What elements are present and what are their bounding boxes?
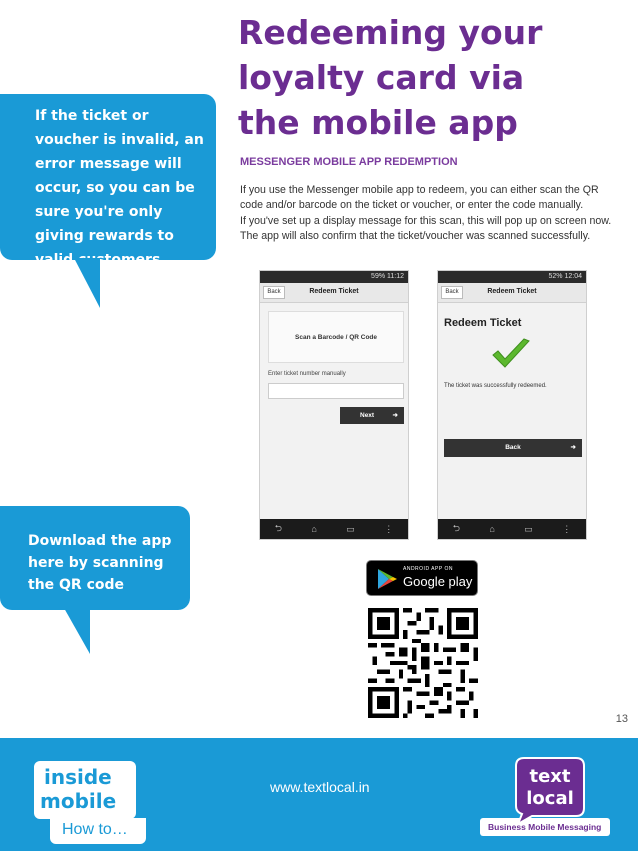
next-label: Next (360, 412, 375, 419)
google-play-text: Google play (403, 574, 473, 589)
phone-screenshot-scan (259, 270, 409, 540)
app-bar (260, 283, 408, 303)
play-store-icon (375, 567, 399, 591)
status-bar: 59% 11:12 (260, 271, 408, 283)
textlocal-tagline: Business Mobile Messaging (488, 822, 602, 832)
website-link[interactable]: www.textlocal.in (270, 779, 370, 795)
arrow-right-icon: ➜ (570, 444, 576, 451)
callout-tail (74, 258, 100, 308)
logo-mobile-text: mobile (40, 789, 117, 813)
textlocal-logo (510, 756, 590, 826)
how-to-label: How to… (50, 818, 146, 844)
scan-barcode-button[interactable]: Scan a Barcode / QR Code (268, 311, 404, 363)
back-large-button[interactable] (444, 439, 582, 457)
google-play-badge[interactable] (366, 560, 478, 596)
back-nav-icon[interactable]: ⮌ (452, 523, 460, 533)
menu-nav-icon[interactable]: ⋮ (384, 523, 394, 534)
page-title (238, 10, 598, 145)
status-bar: 52% 12:04 (438, 271, 586, 283)
android-nav-bar (260, 519, 408, 539)
screen-title: Redeem Ticket (309, 288, 359, 295)
redeem-heading: Redeem Ticket (444, 317, 522, 329)
download-app-callout: Download the app here by scanning the QR code (0, 506, 190, 610)
back-button[interactable]: Back (263, 286, 285, 299)
page-number: 13 (615, 713, 628, 725)
menu-nav-icon[interactable]: ⋮ (562, 523, 572, 534)
home-nav-icon[interactable]: ⌂ (311, 524, 317, 534)
paragraph-display-message: If you've set up a display message for this scan, this will pop up on screen now. The app will also confirm that the ticket/voucher was scanned successfully. (240, 215, 612, 242)
screen-title: Redeem Ticket (487, 288, 537, 295)
inside-mobile-logo (34, 761, 136, 819)
recents-nav-icon[interactable]: ▭ (524, 523, 533, 534)
title-line-3: the mobile app (238, 103, 518, 142)
manual-entry-label: Enter ticket number manually (268, 371, 346, 377)
title-line-1: Redeeming your (238, 13, 543, 52)
invalid-ticket-callout: If the ticket or voucher is invalid, an error message will occur, so you can be sure you're only giving rewards to valid customers (0, 94, 216, 260)
footer-bar (0, 738, 638, 851)
back-nav-icon[interactable]: ⮌ (274, 523, 282, 533)
recents-nav-icon[interactable]: ▭ (346, 523, 355, 534)
home-nav-icon[interactable]: ⌂ (489, 524, 495, 534)
title-line-2: loyalty card via (238, 58, 525, 97)
android-nav-bar (438, 519, 586, 539)
arrow-right-icon: ➜ (392, 412, 398, 419)
ticket-number-input[interactable] (268, 383, 404, 399)
section-heading: MESSENGER MOBILE APP REDEMPTION (240, 156, 458, 168)
google-play-small-text: ANDROID APP ON (403, 566, 453, 572)
phone-screenshot-success (437, 270, 587, 540)
back-large-label: Back (505, 444, 521, 451)
app-bar (438, 283, 586, 303)
paragraph-scan: If you use the Messenger mobile app to redeem, you can either scan the QR code and/or barcode on the ticket or voucher, or enter the code manually. (240, 184, 599, 211)
logo-text-line: text (529, 766, 571, 787)
next-button[interactable] (340, 407, 404, 424)
checkmark-icon (490, 337, 532, 373)
callout-tail (64, 608, 90, 654)
logo-inside-text: inside (44, 765, 112, 789)
back-button[interactable]: Back (441, 286, 463, 299)
success-message: The ticket was successfully redeemed. (444, 383, 547, 389)
qr-code (368, 608, 478, 718)
logo-local-line: local (526, 788, 574, 809)
